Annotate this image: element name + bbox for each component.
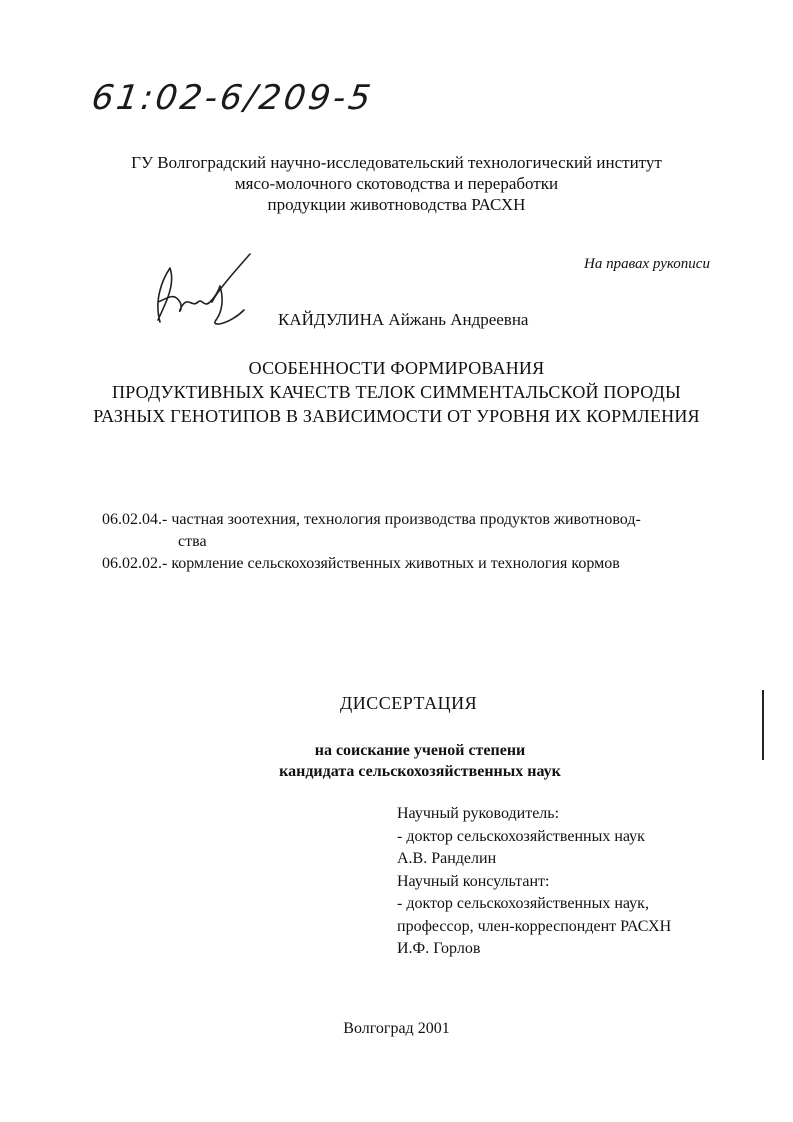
specialty-line: 06.02.02.- кормление сельскохозяйственных животных и технология кормов: [102, 555, 620, 572]
advisors-block: [397, 803, 671, 961]
advisor-line: профессор, член-корреспондент РАСХН: [397, 917, 672, 935]
manuscript-note: На правах рукописи: [584, 256, 710, 272]
advisor-line: А.В. Ранделин: [397, 850, 497, 867]
dissertation-title: [0, 356, 793, 428]
advisor-line: - доктор сельскохозяйственных наук,: [397, 895, 649, 912]
institution-header: [0, 152, 793, 215]
advisor-line: Научный руководитель:: [397, 805, 560, 822]
title-line: ОСОБЕННОСТИ ФОРМИРОВАНИЯ: [248, 358, 545, 378]
advisor-line: - доктор сельскохозяйственных наук: [397, 827, 645, 845]
institution-line: продукции животноводства РАСХН: [267, 195, 526, 214]
degree-line: на соискание ученой степени: [314, 742, 526, 759]
title-line: РАЗНЫХ ГЕНОТИПОВ В ЗАВИСИМОСТИ ОТ УРОВНЯ ИХ КОРМЛЕНИЯ: [93, 406, 700, 426]
author-name: КАЙДУЛИНА Айжань Андреевна: [278, 310, 529, 329]
signature-graphic: [140, 250, 260, 340]
specialty-list: [102, 509, 742, 575]
degree-statement: [250, 740, 590, 782]
advisor-line: И.Ф. Горлов: [397, 940, 481, 957]
document-type: ДИССЕРТАЦИЯ: [340, 693, 478, 713]
title-line: ПРОДУКТИВНЫХ КАЧЕСТВ ТЕЛОК СИММЕНТАЛЬСКОЙ ПОРОДЫ: [112, 382, 681, 402]
degree-line: кандидата сельскохозяйственных наук: [279, 763, 561, 780]
scan-edge-mark: [762, 690, 764, 760]
specialty-line-continuation: ства: [178, 533, 207, 550]
institution-line: ГУ Волгоградский научно-исследовательский технологический институт: [131, 153, 662, 172]
city-year: Волгоград 2001: [343, 1020, 450, 1037]
institution-line: мясо-молочного скотоводства и переработки: [234, 174, 559, 193]
specialty-line: 06.02.04.- частная зоотехния, технология производства продуктов животновод-: [102, 511, 641, 528]
advisor-line: Научный консультант:: [397, 872, 550, 890]
archive-code: 61:02-6/209-5: [89, 78, 376, 118]
